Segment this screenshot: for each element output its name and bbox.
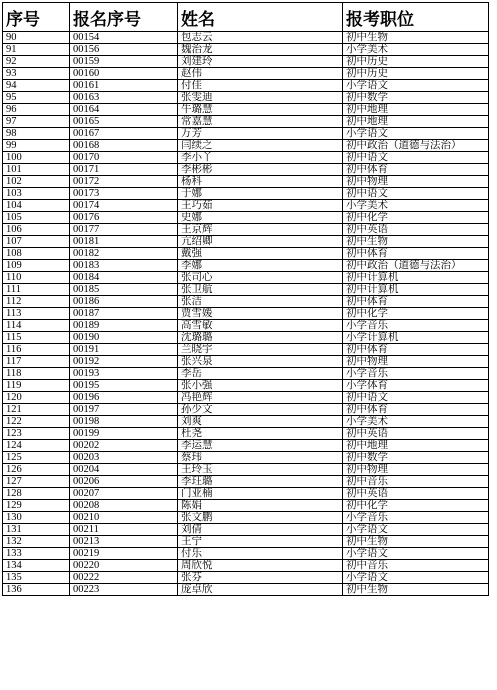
table-row bbox=[3, 404, 489, 416]
header-name: 姓名 bbox=[178, 3, 343, 32]
cell-position: 初中英语 bbox=[343, 488, 489, 500]
table-row bbox=[3, 272, 489, 284]
cell-registration-number: 00208 bbox=[70, 500, 178, 512]
header-registration-number: 报名序号 bbox=[70, 3, 178, 32]
cell-index: 111 bbox=[3, 284, 70, 296]
cell-name: 王宁 bbox=[178, 536, 343, 548]
cell-index: 129 bbox=[3, 500, 70, 512]
table-row bbox=[3, 500, 489, 512]
cell-index: 104 bbox=[3, 200, 70, 212]
cell-position: 初中地理 bbox=[343, 104, 489, 116]
cell-position: 小学音乐 bbox=[343, 512, 489, 524]
table-row bbox=[3, 548, 489, 560]
cell-registration-number: 00163 bbox=[70, 92, 178, 104]
cell-index: 124 bbox=[3, 440, 70, 452]
table-row bbox=[3, 320, 489, 332]
cell-position: 小学美术 bbox=[343, 416, 489, 428]
cell-registration-number: 00172 bbox=[70, 176, 178, 188]
cell-name: 魏治龙 bbox=[178, 44, 343, 56]
cell-position: 初中英语 bbox=[343, 224, 489, 236]
cell-position: 初中物理 bbox=[343, 464, 489, 476]
cell-index: 119 bbox=[3, 380, 70, 392]
cell-registration-number: 00170 bbox=[70, 152, 178, 164]
cell-position: 小学语文 bbox=[343, 572, 489, 584]
cell-name: 张卫航 bbox=[178, 284, 343, 296]
table-row bbox=[3, 164, 489, 176]
table-row bbox=[3, 440, 489, 452]
cell-position: 初中音乐 bbox=[343, 560, 489, 572]
cell-index: 97 bbox=[3, 116, 70, 128]
cell-name: 张兴泉 bbox=[178, 356, 343, 368]
cell-registration-number: 00165 bbox=[70, 116, 178, 128]
cell-position: 初中化学 bbox=[343, 308, 489, 320]
cell-registration-number: 00197 bbox=[70, 404, 178, 416]
table-row bbox=[3, 284, 489, 296]
cell-name: 冯艳辉 bbox=[178, 392, 343, 404]
cell-index: 113 bbox=[3, 308, 70, 320]
cell-registration-number: 00222 bbox=[70, 572, 178, 584]
cell-registration-number: 00181 bbox=[70, 236, 178, 248]
cell-position: 初中生物 bbox=[343, 32, 489, 44]
cell-registration-number: 00173 bbox=[70, 188, 178, 200]
cell-name: 包志云 bbox=[178, 32, 343, 44]
cell-name: 牛璐慧 bbox=[178, 104, 343, 116]
cell-position: 初中地理 bbox=[343, 440, 489, 452]
cell-index: 122 bbox=[3, 416, 70, 428]
table-row bbox=[3, 512, 489, 524]
header-row bbox=[3, 3, 489, 32]
cell-registration-number: 00219 bbox=[70, 548, 178, 560]
cell-registration-number: 00185 bbox=[70, 284, 178, 296]
cell-registration-number: 00167 bbox=[70, 128, 178, 140]
cell-index: 105 bbox=[3, 212, 70, 224]
table-row bbox=[3, 572, 489, 584]
cell-registration-number: 00207 bbox=[70, 488, 178, 500]
cell-index: 131 bbox=[3, 524, 70, 536]
cell-index: 116 bbox=[3, 344, 70, 356]
cell-index: 96 bbox=[3, 104, 70, 116]
cell-index: 134 bbox=[3, 560, 70, 572]
cell-registration-number: 00183 bbox=[70, 260, 178, 272]
cell-index: 106 bbox=[3, 224, 70, 236]
cell-name: 孙少文 bbox=[178, 404, 343, 416]
cell-name: 付佳 bbox=[178, 80, 343, 92]
cell-name: 蔡玮 bbox=[178, 452, 343, 464]
cell-name: 张文鹏 bbox=[178, 512, 343, 524]
cell-position: 小学体育 bbox=[343, 380, 489, 392]
cell-index: 109 bbox=[3, 260, 70, 272]
cell-position: 初中体育 bbox=[343, 164, 489, 176]
cell-name: 戴强 bbox=[178, 248, 343, 260]
table-row bbox=[3, 224, 489, 236]
cell-position: 初中计算机 bbox=[343, 272, 489, 284]
cell-index: 136 bbox=[3, 584, 70, 596]
cell-index: 112 bbox=[3, 296, 70, 308]
cell-index: 135 bbox=[3, 572, 70, 584]
cell-registration-number: 00184 bbox=[70, 272, 178, 284]
cell-name: 赵伟 bbox=[178, 68, 343, 80]
header-index: 序号 bbox=[3, 3, 70, 32]
cell-position: 小学美术 bbox=[343, 44, 489, 56]
cell-name: 张小强 bbox=[178, 380, 343, 392]
cell-name: 刘建玲 bbox=[178, 56, 343, 68]
cell-index: 128 bbox=[3, 488, 70, 500]
cell-registration-number: 00159 bbox=[70, 56, 178, 68]
cell-index: 126 bbox=[3, 464, 70, 476]
cell-registration-number: 00193 bbox=[70, 368, 178, 380]
cell-registration-number: 00187 bbox=[70, 308, 178, 320]
table-row bbox=[3, 536, 489, 548]
cell-name: 王玲玉 bbox=[178, 464, 343, 476]
cell-index: 127 bbox=[3, 476, 70, 488]
cell-name: 兰晓宇 bbox=[178, 344, 343, 356]
cell-name: 于娜 bbox=[178, 188, 343, 200]
cell-index: 114 bbox=[3, 320, 70, 332]
cell-position: 初中生物 bbox=[343, 536, 489, 548]
cell-index: 101 bbox=[3, 164, 70, 176]
cell-registration-number: 00199 bbox=[70, 428, 178, 440]
table-row bbox=[3, 116, 489, 128]
table-row bbox=[3, 140, 489, 152]
table-row bbox=[3, 560, 489, 572]
table-row bbox=[3, 236, 489, 248]
cell-index: 110 bbox=[3, 272, 70, 284]
cell-position: 小学语文 bbox=[343, 80, 489, 92]
cell-position: 小学语文 bbox=[343, 548, 489, 560]
cell-position: 初中政治（道德与法治） bbox=[343, 260, 489, 272]
cell-name: 李岳 bbox=[178, 368, 343, 380]
table-row bbox=[3, 296, 489, 308]
table-row bbox=[3, 104, 489, 116]
cell-registration-number: 00223 bbox=[70, 584, 178, 596]
cell-registration-number: 00192 bbox=[70, 356, 178, 368]
cell-registration-number: 00186 bbox=[70, 296, 178, 308]
cell-position: 初中地理 bbox=[343, 116, 489, 128]
cell-registration-number: 00160 bbox=[70, 68, 178, 80]
cell-position: 初中物理 bbox=[343, 176, 489, 188]
cell-registration-number: 00168 bbox=[70, 140, 178, 152]
cell-name: 李玨璐 bbox=[178, 476, 343, 488]
cell-registration-number: 00190 bbox=[70, 332, 178, 344]
cell-name: 张司心 bbox=[178, 272, 343, 284]
table-row bbox=[3, 464, 489, 476]
cell-registration-number: 00210 bbox=[70, 512, 178, 524]
cell-name: 庞卓欣 bbox=[178, 584, 343, 596]
cell-index: 103 bbox=[3, 188, 70, 200]
cell-name: 门亚楠 bbox=[178, 488, 343, 500]
cell-index: 90 bbox=[3, 32, 70, 44]
roster-table bbox=[2, 2, 489, 596]
cell-name: 沈璐璐 bbox=[178, 332, 343, 344]
cell-name: 王京辉 bbox=[178, 224, 343, 236]
cell-registration-number: 00171 bbox=[70, 164, 178, 176]
cell-position: 初中体育 bbox=[343, 296, 489, 308]
cell-index: 94 bbox=[3, 80, 70, 92]
cell-name: 李运慧 bbox=[178, 440, 343, 452]
cell-index: 125 bbox=[3, 452, 70, 464]
table-row bbox=[3, 212, 489, 224]
table-row bbox=[3, 56, 489, 68]
cell-position: 小学美术 bbox=[343, 200, 489, 212]
cell-name: 高雪敏 bbox=[178, 320, 343, 332]
table-row bbox=[3, 152, 489, 164]
cell-name: 张洁 bbox=[178, 296, 343, 308]
cell-position: 初中化学 bbox=[343, 500, 489, 512]
cell-name: 常嘉慧 bbox=[178, 116, 343, 128]
cell-index: 100 bbox=[3, 152, 70, 164]
cell-index: 132 bbox=[3, 536, 70, 548]
cell-position: 初中体育 bbox=[343, 404, 489, 416]
table-row bbox=[3, 188, 489, 200]
table-row bbox=[3, 248, 489, 260]
cell-index: 102 bbox=[3, 176, 70, 188]
cell-registration-number: 00213 bbox=[70, 536, 178, 548]
cell-registration-number: 00220 bbox=[70, 560, 178, 572]
table-row bbox=[3, 332, 489, 344]
cell-position: 初中政治（道德与法治） bbox=[343, 140, 489, 152]
cell-index: 120 bbox=[3, 392, 70, 404]
cell-registration-number: 00195 bbox=[70, 380, 178, 392]
cell-index: 118 bbox=[3, 368, 70, 380]
table-row bbox=[3, 356, 489, 368]
cell-registration-number: 00176 bbox=[70, 212, 178, 224]
table-row bbox=[3, 368, 489, 380]
cell-name: 陈娟 bbox=[178, 500, 343, 512]
cell-registration-number: 00154 bbox=[70, 32, 178, 44]
cell-position: 初中化学 bbox=[343, 212, 489, 224]
cell-name: 李娜 bbox=[178, 260, 343, 272]
cell-registration-number: 00196 bbox=[70, 392, 178, 404]
table-row bbox=[3, 80, 489, 92]
cell-registration-number: 00161 bbox=[70, 80, 178, 92]
cell-index: 130 bbox=[3, 512, 70, 524]
cell-name: 李彬彬 bbox=[178, 164, 343, 176]
cell-registration-number: 00203 bbox=[70, 452, 178, 464]
cell-name: 贾雪媛 bbox=[178, 308, 343, 320]
cell-position: 初中语文 bbox=[343, 188, 489, 200]
cell-index: 117 bbox=[3, 356, 70, 368]
table-row bbox=[3, 488, 489, 500]
table-row bbox=[3, 68, 489, 80]
cell-name: 李小丫 bbox=[178, 152, 343, 164]
cell-registration-number: 00211 bbox=[70, 524, 178, 536]
cell-index: 121 bbox=[3, 404, 70, 416]
cell-position: 初中体育 bbox=[343, 344, 489, 356]
cell-position: 初中语文 bbox=[343, 392, 489, 404]
cell-position: 小学计算机 bbox=[343, 332, 489, 344]
cell-registration-number: 00164 bbox=[70, 104, 178, 116]
table-row bbox=[3, 428, 489, 440]
cell-index: 107 bbox=[3, 236, 70, 248]
cell-name: 刘倩 bbox=[178, 524, 343, 536]
cell-registration-number: 00177 bbox=[70, 224, 178, 236]
cell-index: 95 bbox=[3, 92, 70, 104]
table-row bbox=[3, 308, 489, 320]
cell-position: 初中体育 bbox=[343, 248, 489, 260]
table-row bbox=[3, 524, 489, 536]
table-row bbox=[3, 584, 489, 596]
table-row bbox=[3, 416, 489, 428]
table-row bbox=[3, 344, 489, 356]
cell-name: 史娜 bbox=[178, 212, 343, 224]
cell-name: 亢绍卿 bbox=[178, 236, 343, 248]
cell-index: 99 bbox=[3, 140, 70, 152]
cell-registration-number: 00206 bbox=[70, 476, 178, 488]
cell-registration-number: 00156 bbox=[70, 44, 178, 56]
table-row bbox=[3, 200, 489, 212]
cell-position: 初中音乐 bbox=[343, 476, 489, 488]
cell-name: 刘爽 bbox=[178, 416, 343, 428]
cell-position: 初中数学 bbox=[343, 92, 489, 104]
cell-position: 初中历史 bbox=[343, 68, 489, 80]
cell-position: 小学语文 bbox=[343, 128, 489, 140]
cell-registration-number: 00202 bbox=[70, 440, 178, 452]
cell-name: 王巧茹 bbox=[178, 200, 343, 212]
cell-index: 133 bbox=[3, 548, 70, 560]
table-row bbox=[3, 92, 489, 104]
cell-position: 初中物理 bbox=[343, 356, 489, 368]
cell-index: 98 bbox=[3, 128, 70, 140]
table-row bbox=[3, 260, 489, 272]
cell-name: 杨科 bbox=[178, 176, 343, 188]
cell-name: 张雯迪 bbox=[178, 92, 343, 104]
cell-name: 闫续之 bbox=[178, 140, 343, 152]
cell-position: 初中生物 bbox=[343, 584, 489, 596]
table-row bbox=[3, 452, 489, 464]
table-row bbox=[3, 32, 489, 44]
cell-position: 小学语文 bbox=[343, 524, 489, 536]
cell-index: 123 bbox=[3, 428, 70, 440]
cell-position: 小学音乐 bbox=[343, 368, 489, 380]
cell-registration-number: 00198 bbox=[70, 416, 178, 428]
cell-index: 92 bbox=[3, 56, 70, 68]
cell-index: 115 bbox=[3, 332, 70, 344]
cell-position: 初中英语 bbox=[343, 428, 489, 440]
table-row bbox=[3, 176, 489, 188]
table-row bbox=[3, 44, 489, 56]
cell-index: 108 bbox=[3, 248, 70, 260]
cell-registration-number: 00191 bbox=[70, 344, 178, 356]
table-body bbox=[3, 32, 489, 596]
cell-position: 初中计算机 bbox=[343, 284, 489, 296]
cell-registration-number: 00182 bbox=[70, 248, 178, 260]
cell-name: 杜尧 bbox=[178, 428, 343, 440]
cell-name: 万芳 bbox=[178, 128, 343, 140]
cell-position: 小学音乐 bbox=[343, 320, 489, 332]
cell-index: 93 bbox=[3, 68, 70, 80]
cell-position: 初中语文 bbox=[343, 152, 489, 164]
table-row bbox=[3, 392, 489, 404]
cell-name: 付乐 bbox=[178, 548, 343, 560]
cell-name: 周欣悦 bbox=[178, 560, 343, 572]
cell-position: 初中生物 bbox=[343, 236, 489, 248]
table-row bbox=[3, 128, 489, 140]
cell-position: 初中数学 bbox=[343, 452, 489, 464]
cell-registration-number: 00204 bbox=[70, 464, 178, 476]
cell-name: 张芬 bbox=[178, 572, 343, 584]
cell-registration-number: 00189 bbox=[70, 320, 178, 332]
table-row bbox=[3, 476, 489, 488]
cell-registration-number: 00174 bbox=[70, 200, 178, 212]
table-row bbox=[3, 380, 489, 392]
cell-index: 91 bbox=[3, 44, 70, 56]
cell-position: 初中历史 bbox=[343, 56, 489, 68]
header-position: 报考职位 bbox=[343, 3, 489, 32]
